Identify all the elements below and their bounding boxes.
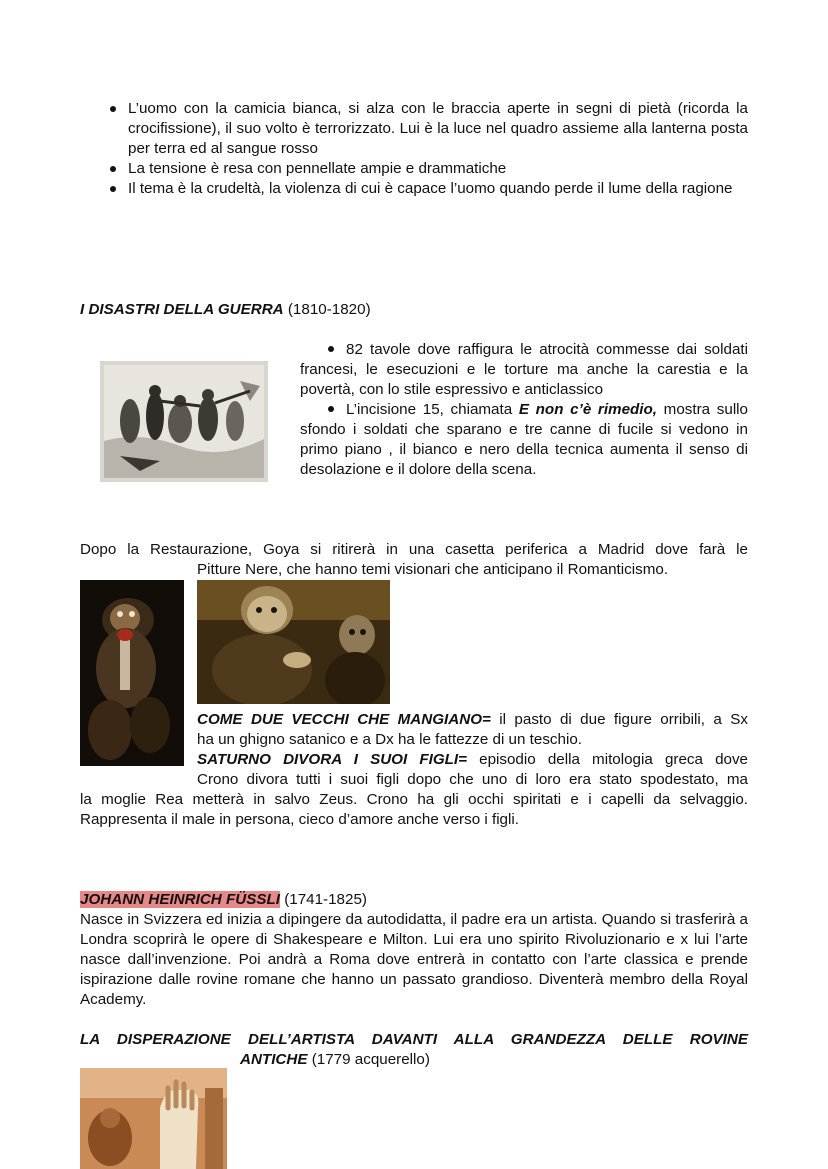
fussli-dates: (1741-1825) bbox=[279, 891, 367, 908]
disasters-heading bbox=[80, 300, 371, 320]
disasters-dates: (1810-1820) bbox=[287, 301, 371, 318]
artwork-title-line2: ANTICHE (1779 acquerello) bbox=[240, 1051, 430, 1068]
saturn-painting-image bbox=[80, 580, 184, 766]
two-old-men-title: COME DUE VECCHI CHE MANGIANO= bbox=[197, 711, 491, 728]
black-paintings-intro-line1: Dopo la Restaurazione, Goya si ritirerà in una casetta periferica a Madrid dove farà le bbox=[80, 541, 748, 558]
two-old-men-painting-image bbox=[197, 580, 390, 704]
two-old-men-description: COME DUE VECCHI CHE MANGIANO= il pasto di due figure orribili, a Sx ha un ghigno satanico e a Dx ha le fattezze di un teschio. SATURNO DIVORA I SUOI FIGLI= episodio della mitologia greca dove Crono divora tutti i suoi figli dopo che uno di loro era stato spodestato, ma bbox=[197, 711, 748, 788]
disasters-etching-image bbox=[100, 361, 268, 482]
fussli-name: JOHANN HEINRICH FÜSSLI bbox=[80, 891, 280, 908]
bullet-dot-icon bbox=[328, 406, 334, 412]
artwork-title-line1: LA DISPERAZIONE DELL’ARTISTA DAVANTI ALLA GRANDEZZA DELLE ROVINE bbox=[80, 1031, 748, 1048]
fussli-heading bbox=[80, 890, 367, 910]
saturn-title: SATURNO DIVORA I SUOI FIGLI= bbox=[197, 751, 467, 768]
bullet-item: L’uomo con la camicia bianca, si alza con le braccia aperte in segni di pietà (ricorda la crocifissione), il suo volto è terrorizzato. Lui è la luce nel quadro assieme alla lanterna posta per terra ed al sangue rosso bbox=[80, 99, 748, 159]
disasters-title: I DISASTRI DELLA GUERRA bbox=[80, 301, 284, 318]
saturn-description-line4: Rappresenta il male in persona, cieco d’amore anche verso i figli. bbox=[80, 811, 519, 828]
bullet-item: La tensione è resa con pennellate ampie e drammatiche bbox=[80, 159, 748, 179]
shootings-bullet-list bbox=[80, 99, 748, 199]
bullet-item: Il tema è la crudeltà, la violenza di cui è capace l’uomo quando perde il lume della ragione bbox=[80, 179, 748, 199]
black-paintings-intro-line2: Pitture Nere, che hanno temi visionari che anticipano il Romanticismo. bbox=[197, 561, 669, 578]
fussli-artwork-image bbox=[80, 1068, 227, 1169]
disasters-bullet-1: 82 tavole dove raffigura le atrocità commesse dai soldati francesi, le esecuzioni e le torture ma anche la carestia e la povertà, con lo stile espressivo e anticlassico bbox=[300, 341, 748, 398]
fussli-bio: Nasce in Svizzera ed inizia a dipingere da autodidatta, il padre era un artista. Quando si trasferirà a Londra scoprirà le opere di Shakespeare e Milton. Lui era uno spirito Rivoluzionario e x lui l’arte nasce dall’invenzione. Poi andrà a Roma dove entrerà in contatto con l’arte classica e prende ispirazione dalle rovine romane che hanno un passato grandioso. Diventerà membro della Royal Academy. bbox=[80, 911, 748, 1008]
saturn-description-line3: la moglie Rea metterà in salvo Zeus. Crono ha gli occhi spiritati e i capelli da selvaggio. bbox=[80, 791, 748, 808]
etching-title: E non c’è rimedio, bbox=[518, 401, 658, 418]
bullet-dot-icon bbox=[328, 346, 334, 352]
disasters-description bbox=[300, 340, 748, 480]
disasters-bullet-2: L’incisione 15, chiamata E non c’è rimedio, mostra sullo sfondo i soldati che sparano e tre canne di fucile si vedono in primo piano , il bianco e nero della tecnica aumenta il senso di desolazione e il dolore della scena. bbox=[300, 401, 749, 478]
